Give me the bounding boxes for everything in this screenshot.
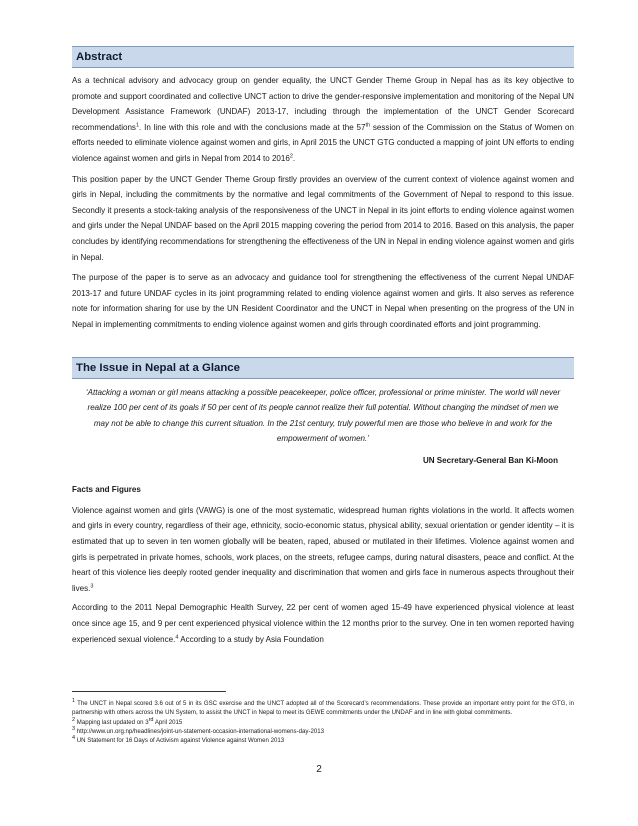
footnote-1 (72, 699, 574, 718)
footnote-ref-4[interactable]: 4 (175, 633, 179, 640)
abstract-p1-text-a: As a technical advisory and advocacy group on gender equality, the UNCT Gender Theme Group in Nepal has as its key objective to promote and support coordinated and collective UNCT action to drive the gender-responsive implementation and monitoring of the Nepal UN Development Assistance Framework (UNDAF) 2013-17, including through the implementation of the UNCT Gender Scorecard recommendations (72, 76, 574, 132)
facts-p2-text-a: According to the 2011 Nepal Demographic Health Survey, 22 per cent of women aged 15-49 have experienced physical violence at least once since age 15, and 9 per cent experienced physical violence within the 12 months prior to the survey. One in ten women reported having experienced sexual violence. (72, 603, 574, 644)
facts-paragraph-2 (72, 600, 574, 647)
footnote-text: The UNCT in Nepal scored 3.6 out of 5 in its GSC exercise and the UNCT adopted all of the Scorecard’s recommendations. These provide an important entry point for the GTG, in partnership with others across the UN System, to assist the UNCT in Nepal to meet its GEWE commitments under the UNDAF and in line with global commitments. (72, 700, 574, 717)
footnote-text-tail: April 2015 (153, 718, 183, 726)
ban-ki-moon-quote: ‘Attacking a woman or girl means attacking a possible peacekeeper, police officer, professional or prime minister. The world will never realize 100 per cent of its goals if 50 per cent of its people cannot realize their full potential. Without changing the mindset of men we may not be able to change this current situation. In the 21st century, truly powerful men are those who believe in and work for the empowerment of women.’ (85, 387, 561, 444)
footnote-ref-2[interactable]: 2 (289, 153, 293, 160)
ordinal-suffix: rd (148, 716, 154, 723)
footnote-text: Mapping last updated on 3 (75, 718, 149, 726)
issue-heading: The Issue in Nepal at a Glance (72, 357, 574, 379)
footnote-3 (72, 727, 574, 736)
facts-heading: Facts and Figures (72, 484, 141, 494)
abstract-paragraph-1 (72, 73, 574, 167)
abstract-p1-text-b: . In line with this role and with the conclusions made at the 57 (139, 122, 366, 132)
abstract-paragraph-2: This position paper by the UNCT Gender Theme Group firstly provides an overview of the current context of violence against women and girls in Nepal, including the commitments by the normative and legal commitments of the Government of Nepal to respond to this issue. Secondly it presents a stock-taking analysis of the responsiveness of the UNCT in Nepal in its joint efforts to ending violence against women and girls under the Nepal UNDAF based on the April 2015 mapping covering the period from 2014 to 2016. Based on this analysis, the paper concludes by identifying recommendations for strengthening the effectiveness of the UN in Nepal in ending violence against women and girls in Nepal. (72, 174, 574, 262)
footnote-number: 1 (72, 697, 76, 704)
abstract-paragraph-3: The purpose of the paper is to serve as an advocacy and guidance tool for strengthening the effectiveness of the current Nepal UNDAF 2013-17 and future UNDAF cycles in its joint programming related to ending violence against women and girls. It also serves as reference note for information sharing for use by the UN Resident Coordinator and the UNCT in Nepal when presenting on the progress of the UN in Nepal in implementing commitments to ending violence against women and girls through coordinated efforts and joint programming. (72, 273, 574, 329)
footnote-number: 3 (72, 725, 76, 732)
footnote-ref-3[interactable]: 3 (90, 583, 94, 590)
abstract-heading: Abstract (72, 46, 574, 68)
footnote-2 (72, 718, 574, 727)
footnote-text: UN Statement for 16 Days of Activism against Violence against Women 2013 (75, 737, 285, 745)
page-number: 2 (316, 764, 322, 775)
abstract-p1-text-c: session of the Commission on the Status of Women on efforts needed to eliminate violence against women and girls, in April 2015 the UNCT GTG conducted a mapping of joint UN efforts to ending violence against women and girls in Nepal from 2014 to 2016 (72, 122, 575, 163)
quote-attribution: UN Secretary-General Ban Ki-Moon (422, 455, 558, 465)
facts-p2-text-b: According to a study by Asia Foundation (178, 634, 324, 644)
document-page (72, 46, 574, 647)
footnote-number: 2 (72, 716, 76, 723)
footnotes (72, 699, 574, 745)
footnote-ref-1[interactable]: 1 (135, 122, 140, 129)
footnote-number: 4 (72, 735, 76, 742)
abstract-p1-text-d: . (292, 153, 296, 163)
footnote-separator (72, 691, 226, 692)
footnote-4 (72, 736, 574, 745)
footnote-link[interactable]: http://www.un.org.np/headlines/joint-un-statement-occasion-international-womens-day-2013 (75, 727, 325, 735)
facts-paragraph-1 (72, 503, 574, 597)
ordinal-suffix: th (365, 122, 371, 129)
facts-p1-text: Violence against women and girls (VAWG) is one of the most systematic, widespread human rights violations in the world. It affects women and girls in every country, regardless of their age, ethnicity, socio-economic status, physical ability, sexual orientation or gender identity – it is estimated that up to seven in ten women globally will be beaten, raped, abused or mutilated in their lifetimes. Violence against women and girls is perpetrated in private homes, schools, work places, on the streets, refugee camps, during natural disasters, peace and conflict. At the heart of this violence lies deeply rooted gender inequality and discrimination that women and girls face in numerous aspects throughout their lives. (72, 505, 574, 593)
